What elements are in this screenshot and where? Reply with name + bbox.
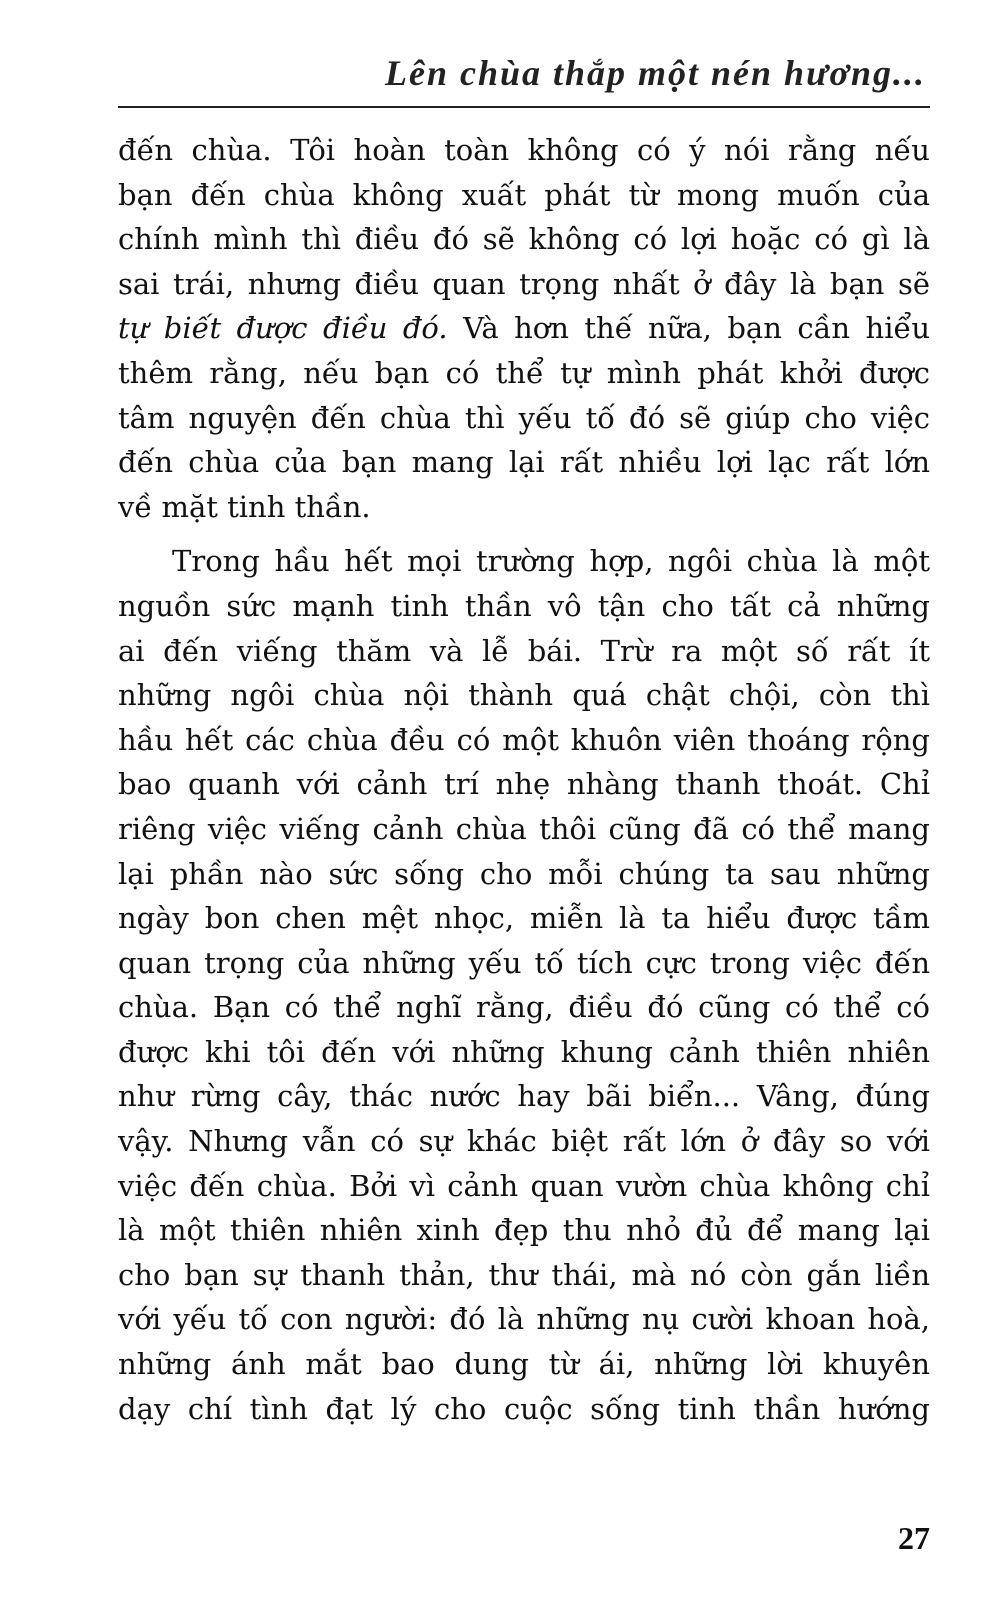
text-line-with-emphasis: [118, 306, 930, 351]
text-line: bạn đến chùa không xuất phát từ mong muốn của: [118, 177, 930, 212]
text-line: quan trọng của những yếu tố tích cực trong việc đến: [118, 945, 930, 980]
text-line: đến chùa. Tôi hoàn toàn không có ý nói rằng nếu: [118, 133, 930, 167]
text-line: ngày bon chen mệt nhọc, miễn là ta hiểu được tầm: [118, 901, 930, 936]
text-line: ai đến viếng thăm và lễ bái. Trừ ra một số rất ít: [118, 633, 930, 668]
text-line: được khi tôi đến với những khung cảnh thiên nhiên: [118, 1034, 930, 1069]
text-line: lại phần nào sức sống cho mỗi chúng ta sau những: [118, 856, 930, 891]
paragraph-1: [118, 128, 930, 529]
text-line: những ngôi chùa nội thành quá chật chội, còn thì: [118, 678, 930, 713]
paragraph-spacer: [118, 529, 930, 539]
text-line: bao quanh với cảnh trí nhẹ nhàng thanh thoát. Chỉ: [118, 767, 930, 802]
text-line: với yếu tố con người: đó là những nụ cười khoan hoà,: [118, 1302, 930, 1337]
text-line: thêm rằng, nếu bạn có thể tự mình phát khởi được: [118, 355, 930, 390]
text-line: tâm nguyện đến chùa thì yếu tố đó sẽ giúp cho việc: [118, 400, 930, 435]
page-number: 27: [898, 1520, 930, 1556]
text-line: nguồn sức mạnh tinh thần vô tận cho tất cả những: [118, 588, 930, 623]
running-title: Lên chùa thắp một nén hương...: [385, 53, 926, 93]
text-line: đến chùa của bạn mang lại rất nhiều lợi lạc rất lớn: [118, 445, 930, 480]
text-line: riêng việc viếng cảnh chùa thôi cũng đã có thể mang: [118, 811, 930, 846]
text-run: Và hơn thế nữa, bạn cần hiểu: [447, 311, 931, 346]
text-line: như rừng cây, thác nước hay bãi biển... Vâng, đúng: [118, 1079, 930, 1114]
paragraph-2: [118, 539, 930, 1431]
text-line: cho bạn sự thanh thản, thư thái, mà nó còn gắn liền: [118, 1257, 930, 1292]
body-text: [118, 128, 930, 1431]
text-line: những ánh mắt bao dung từ ái, những lời khuyên: [118, 1347, 930, 1382]
text-line: việc đến chùa. Bởi vì cảnh quan vườn chùa không chỉ: [118, 1168, 930, 1203]
text-line: hầu hết các chùa đều có một khuôn viên thoáng rộng: [118, 722, 930, 757]
text-line: chùa. Bạn có thể nghĩ rằng, điều đó cũng có thể có: [118, 990, 930, 1025]
text-line: là một thiên nhiên xinh đẹp thu nhỏ đủ để mang lại: [118, 1213, 930, 1248]
text-line: Trong hầu hết mọi trường hợp, ngôi chùa là một: [172, 544, 930, 579]
text-line: chính mình thì điều đó sẽ không có lợi hoặc có gì là: [118, 222, 930, 257]
text-line: về mặt tinh thần.: [118, 489, 371, 524]
text-line: sai trái, nhưng điều quan trọng nhất ở đây là bạn sẽ: [118, 266, 930, 301]
running-header: [118, 44, 930, 108]
text-line: vậy. Nhưng vẫn có sự khác biệt rất lớn ở đây so với: [118, 1124, 930, 1159]
text-line: dạy chí tình đạt lý cho cuộc sống tinh thần hướng: [118, 1391, 930, 1426]
emphasized-text: tự biết được điều đó.: [118, 311, 448, 346]
